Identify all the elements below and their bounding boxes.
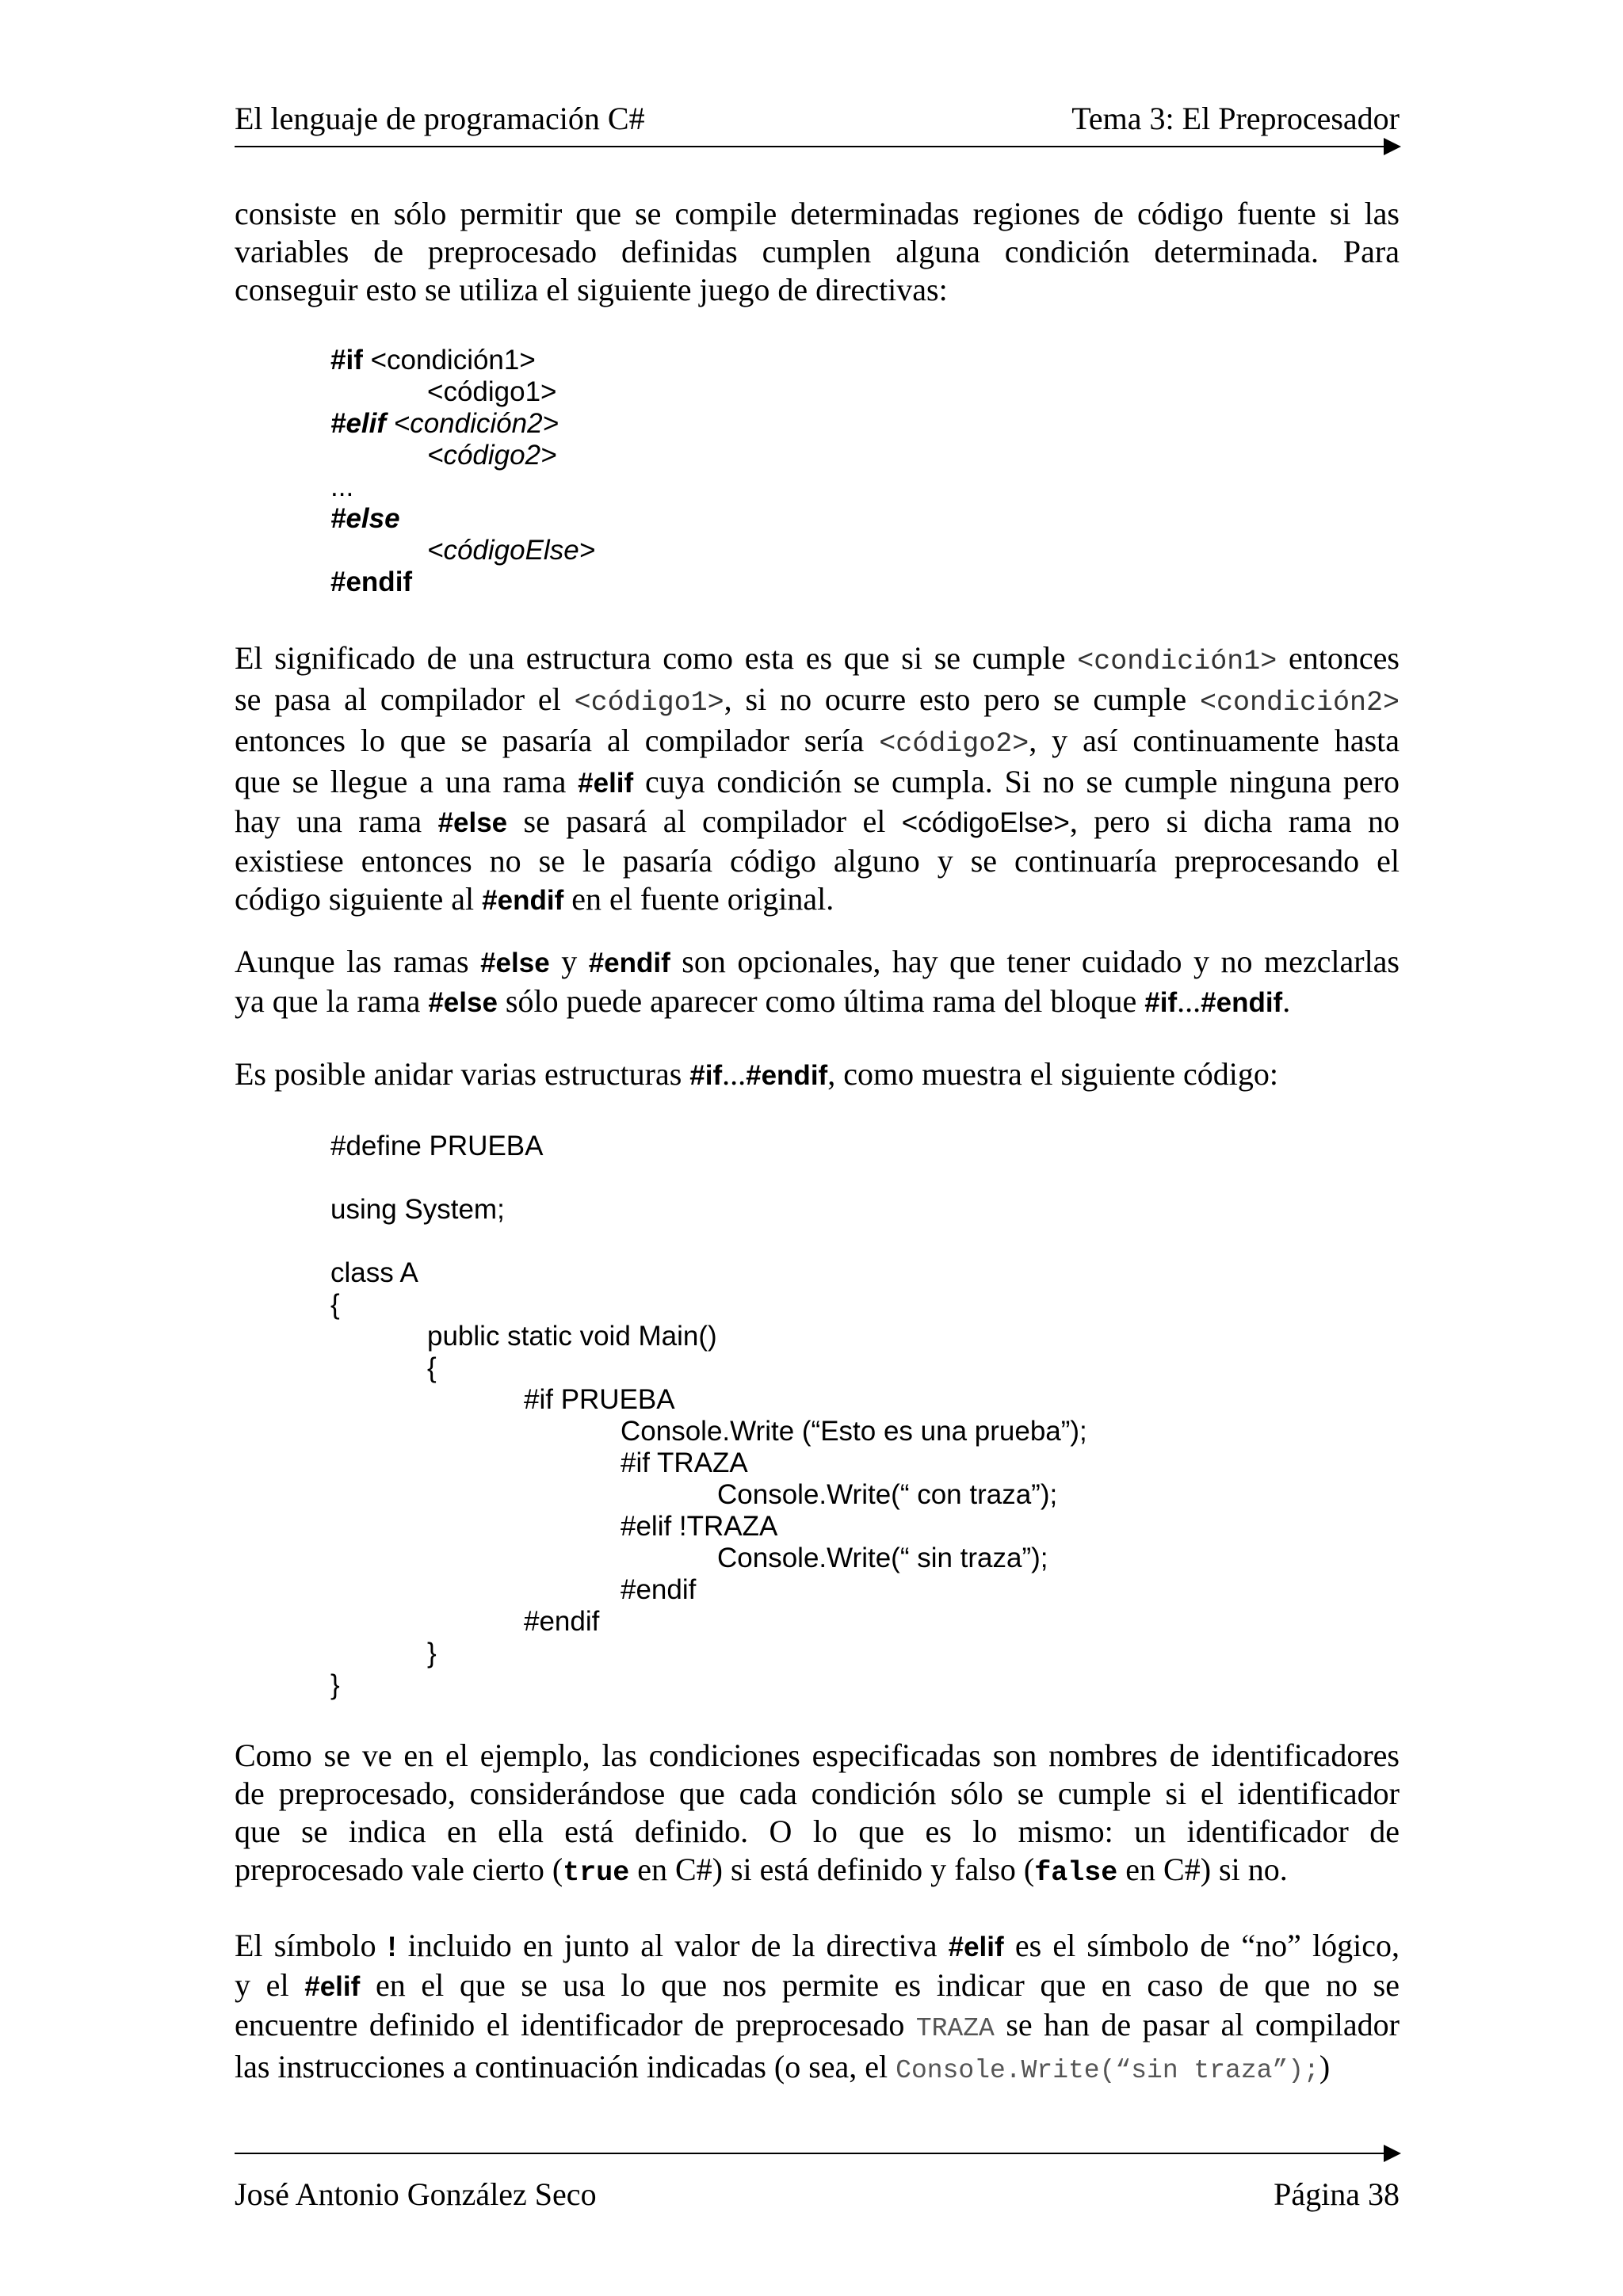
code-line: #elif !TRAZA — [621, 1511, 778, 1542]
text: son opcionales, hay que tener cuidado y no mezclarlas — [670, 944, 1400, 979]
inline-code: <condición1> — [1077, 646, 1277, 677]
text: ya que la rama — [235, 983, 429, 1019]
text: El símbolo — [235, 1928, 388, 1963]
paragraph-meaning — [235, 639, 1400, 920]
text: , y así continuamente hasta — [1029, 723, 1400, 758]
header-book-title: El lenguaje de programación C# — [235, 101, 645, 136]
text: , pero si dicha rama no — [1069, 803, 1400, 839]
code-line: Console.Write (“Esto es una prueba”); — [621, 1416, 1087, 1447]
text-line: que se indica en ella está definido. O lo que es lo mismo: un identificador de — [235, 1814, 1400, 1849]
text-line — [235, 2048, 1400, 2090]
code-keyword: #if — [330, 345, 363, 376]
text-line — [235, 1055, 1400, 1095]
code-keyword: #endif — [330, 566, 413, 597]
code-line — [330, 503, 595, 535]
text-line — [235, 803, 1400, 842]
text: las instrucciones a continuación indicadas (o sea, el — [235, 2049, 896, 2084]
footer-rule — [235, 2153, 1385, 2154]
code-line — [330, 345, 595, 376]
directive-keyword: #endif — [588, 948, 670, 978]
code-line — [330, 1162, 1087, 1194]
code-text: <códigoElse> — [427, 535, 596, 566]
inline-code: false — [1034, 1857, 1118, 1889]
text-line: conseguir esto se utiliza el siguiente juego de directivas: — [235, 272, 948, 307]
inline-code: true — [563, 1857, 630, 1889]
code-line: ... — [330, 471, 354, 502]
text: cuya condición se cumpla. Si no se cumple ninguna pero — [633, 764, 1400, 799]
text: ... — [722, 1056, 747, 1092]
text-line — [235, 1851, 1400, 1892]
code-line — [330, 440, 595, 471]
directive-keyword: ! — [387, 1932, 397, 1962]
text: incluido en junto al valor de la directiva — [396, 1928, 949, 1963]
text-line: Como se ve en el ejemplo, las condiciones especificadas son nombres de identificadores — [235, 1737, 1400, 1773]
text: en el fuente original. — [563, 881, 834, 917]
code-keyword: #elif — [330, 408, 387, 439]
code-line: Console.Write(“ con traza”); — [717, 1479, 1058, 1510]
text: en C#) si está definido y falso ( — [629, 1852, 1035, 1887]
text: hay una rama — [235, 803, 438, 839]
text-line: variables de preprocesado definidas cumplen alguna condición determinada. Para — [235, 234, 1400, 269]
text: encuentre definido el identificador de preprocesado — [235, 2007, 916, 2042]
text: es el símbolo de “no” lógico, — [1003, 1928, 1400, 1963]
text: . — [1282, 983, 1291, 1019]
inline-code: <códigoElse> — [901, 807, 1070, 838]
text-line — [235, 982, 1400, 1022]
text: entonces — [1277, 640, 1400, 676]
text: se pasa al compilador el — [235, 681, 575, 717]
text-line — [235, 722, 1400, 763]
directive-keyword: #else — [480, 948, 550, 978]
directive-keyword: #elif — [948, 1932, 1004, 1962]
text: ) — [1319, 2049, 1331, 2084]
code-line: Console.Write(“ sin traza”); — [717, 1543, 1048, 1573]
code-line: using System; — [330, 1194, 505, 1225]
page-header — [235, 100, 1400, 138]
code-line: #define PRUEBA — [330, 1131, 544, 1161]
text-line — [235, 880, 1400, 920]
text: sólo puede aparecer como última rama del bloque — [497, 983, 1145, 1019]
text: que se llegue a una rama — [235, 764, 579, 799]
code-line — [330, 408, 595, 440]
text-line — [235, 943, 1400, 982]
text: Es posible anidar varias estructuras — [235, 1056, 690, 1092]
code-text: <condición1> — [362, 345, 536, 376]
text-line — [235, 2006, 1400, 2048]
directive-keyword: #if — [689, 1060, 723, 1091]
directive-keyword: #endif — [1201, 987, 1283, 1018]
code-line: #if TRAZA — [621, 1447, 748, 1478]
inline-code: <código1> — [574, 687, 724, 719]
paragraph-not-symbol — [235, 1927, 1400, 2090]
inline-code: <condición2> — [1199, 687, 1400, 719]
directive-keyword: #if — [1144, 987, 1178, 1018]
code-line — [330, 566, 595, 598]
text-line — [235, 1966, 1400, 2006]
code-line — [330, 1226, 1087, 1257]
code-line: { — [330, 1289, 340, 1320]
directive-keyword: #else — [437, 807, 508, 838]
text: código siguiente al — [235, 881, 483, 917]
text: entonces lo que se pasaría al compilador sería — [235, 723, 880, 758]
text-line: de preprocesado, considerándose que cada condición sólo se cumple si el identificador — [235, 1775, 1400, 1811]
text-line — [235, 1927, 1400, 1966]
code-text: <condición2> — [386, 408, 559, 439]
text: El significado de una estructura como esta es que si se cumple — [235, 640, 1078, 676]
code-line: <código1> — [427, 376, 557, 407]
code-line — [330, 535, 595, 566]
paragraph-intro — [235, 195, 1400, 309]
text: y — [549, 944, 589, 979]
inline-code: <código2> — [879, 728, 1029, 760]
text-line — [235, 681, 1400, 722]
paragraph-conditions — [235, 1737, 1400, 1892]
nested-example-code — [330, 1131, 1087, 1701]
text-line — [235, 763, 1400, 803]
header-chapter-title: Tema 3: El Preprocesador — [1071, 101, 1400, 136]
code-line: } — [330, 1669, 340, 1700]
paragraph-optional-branches — [235, 943, 1400, 1022]
code-line: #endif — [621, 1574, 697, 1605]
code-line: public static void Main() — [427, 1321, 717, 1352]
directive-syntax-block — [330, 345, 595, 598]
code-line: } — [427, 1638, 437, 1669]
text: , si no ocurre esto pero se cumple — [724, 681, 1200, 717]
text: en el que se usa lo que nos permite es indicar que en caso de que no se — [360, 1967, 1400, 2003]
paragraph-nesting — [235, 1055, 1400, 1095]
text: y el — [235, 1967, 305, 2003]
directive-keyword: #else — [428, 987, 498, 1018]
page-footer — [235, 2176, 1400, 2214]
code-text: <código2> — [427, 440, 557, 471]
directive-keyword: #elif — [304, 1971, 361, 2002]
directive-keyword: #endif — [482, 885, 564, 916]
inline-code: Console.Write(“sin traza”); — [896, 2056, 1319, 2085]
code-keyword: #else — [330, 503, 400, 534]
code-line: { — [427, 1352, 437, 1383]
text-line: consiste en sólo permitir que se compile determinadas regiones de código fuente si las — [235, 196, 1400, 231]
footer-arrow-icon — [1384, 2145, 1401, 2162]
text: se han de pasar al compilador — [994, 2007, 1400, 2042]
directive-keyword: #endif — [746, 1060, 828, 1091]
code-line: #if PRUEBA — [524, 1384, 675, 1415]
text: Aunque las ramas — [235, 944, 481, 979]
inline-code: TRAZA — [915, 2014, 995, 2043]
text: en C#) si no. — [1117, 1852, 1288, 1887]
code-line: #endif — [524, 1606, 600, 1637]
text: , como muestra el siguiente código: — [827, 1056, 1278, 1092]
code-line: class A — [330, 1257, 418, 1288]
text: se pasará al compilador el — [507, 803, 902, 839]
text: preprocesado vale cierto ( — [235, 1852, 563, 1887]
header-rule — [235, 146, 1385, 147]
directive-keyword: #elif — [578, 768, 634, 799]
text-line — [235, 639, 1400, 681]
page-number: Página 38 — [1274, 2176, 1400, 2212]
text-line: existiese entonces no se le pasaría código alguno y se continuaría preprocesando el — [235, 843, 1400, 879]
text: ... — [1177, 983, 1201, 1019]
footer-author: José Antonio González Seco — [235, 2176, 597, 2212]
header-arrow-icon — [1384, 138, 1401, 155]
